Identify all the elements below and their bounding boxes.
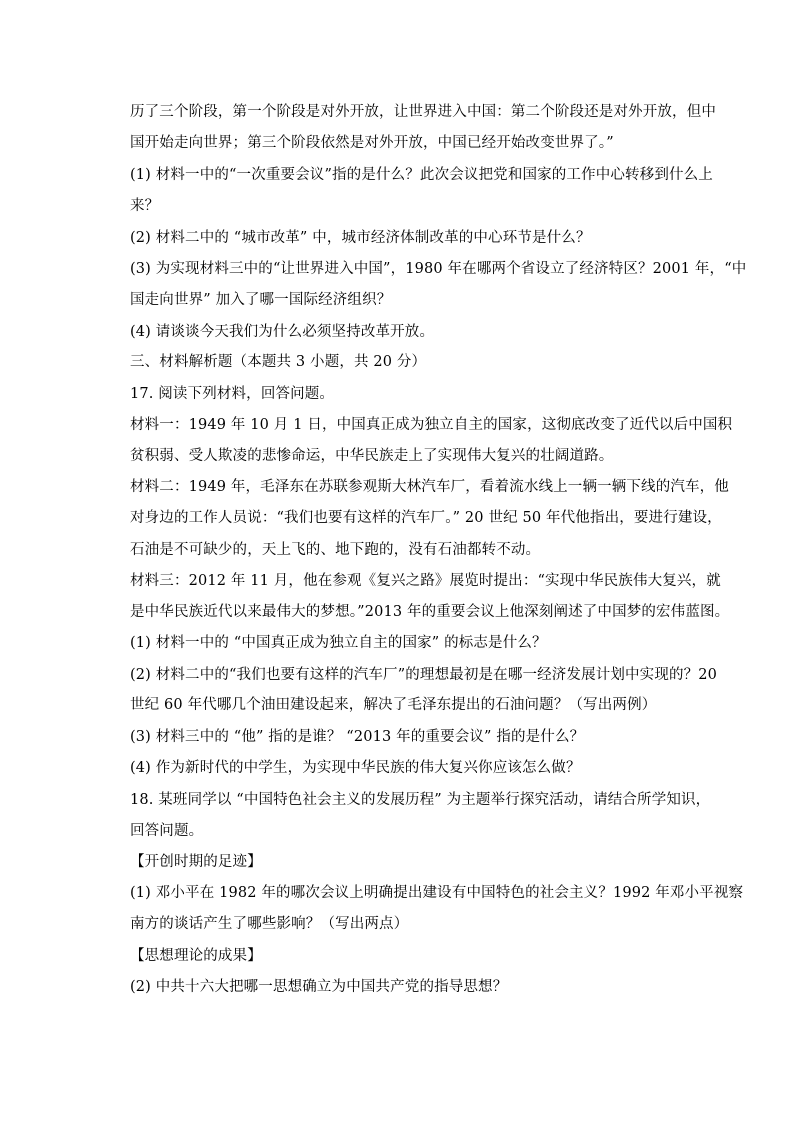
q17-sub-2-line-2: 世纪 60 年代哪几个油田建设起来，解决了毛泽东提出的石油问题？（写出两例）: [130, 697, 657, 713]
text-line-1: 历了三个阶段，第一个阶段是对外开放，让世界进入中国：第二个阶段还是对外开放，但中: [130, 104, 716, 120]
q18-sub-1-line-1: (1) 邓小平在 1982 年的哪次会议上明确提出建设有中国特色的社会主义？1992 年邓小平视察: [130, 885, 744, 901]
material-2-line-1: 材料二：1949 年，毛泽东在苏联参观斯大林汽车厂，看着流水线上一辆一辆下线的汽车，他: [130, 479, 729, 495]
question-1-line-2: 来？: [130, 198, 160, 214]
question-18-line-1: 18. 某班同学以 “中国特色社会主义的发展历程” 为主题举行探究活动，请结合所学知识，: [130, 792, 711, 808]
q17-sub-2-line-1: (2) 材料二中的“我们也要有这样的汽车厂”的理想最初是在哪一经济发展计划中实现的？20: [130, 667, 718, 683]
material-1-line-2: 贫积弱、受人欺凌的悲惨命运，中华民族走上了实现伟大复兴的壮阔道路。: [130, 448, 614, 464]
question-17-heading: 17. 阅读下列材料，回答问题。: [130, 386, 335, 402]
q17-sub-1: (1) 材料一中的 “中国真正成为独立自主的国家” 的标志是什么？: [130, 635, 547, 651]
question-4: (4) 请谈谈今天我们为什么必须坚持改革开放。: [130, 324, 435, 340]
material-2-line-3: 石油是不可缺少的，天上飞的、地下跑的，没有石油都转不动。: [130, 542, 541, 558]
question-3-line-2: 国走向世界” 加入了哪一国际经济组织？: [130, 292, 392, 308]
q18-sub-1-line-2: 南方的谈话产生了哪些影响？（写出两点）: [130, 916, 409, 932]
question-3-line-1: (3) 为实现材料三中的“让世界进入中国”，1980 年在哪两个省设立了经济特区？2001 年，“中: [130, 261, 747, 277]
material-2-line-2: 对身边的工作人员说：“我们也要有这样的汽车厂。” 20 世纪 50 年代他指出，要进行建设，: [130, 510, 722, 526]
material-1-line-1: 材料一：1949 年 10 月 1 日，中国真正成为独立自主的国家，这彻底改变了近代以后中国积: [130, 417, 733, 433]
section-heading: 三、材料解析题（本题共 3 小题，共 20 分）: [130, 354, 427, 370]
q17-sub-4: (4) 作为新时代的中学生，为实现中华民族的伟大复兴你应该怎么做？: [130, 760, 581, 776]
subsection-heading-2: 【思想理论的成果】: [130, 948, 262, 964]
subsection-heading-1: 【开创时期的足迹】: [130, 854, 262, 870]
question-2: (2) 材料二中的 “城市改革” 中，城市经济体制改革的中心环节是什么？: [130, 230, 591, 246]
material-3-line-2: 是中华民族近代以来最伟大的梦想。”2013 年的重要会议上他深刻阐述了中国梦的宏伟蓝图。: [130, 604, 730, 620]
q18-sub-2: (2) 中共十六大把哪一思想确立为中国共产党的指导思想？: [130, 979, 508, 995]
q17-sub-3: (3) 材料三中的 “他” 指的是谁？ “2013 年的重要会议” 指的是什么？: [130, 729, 585, 745]
question-1-line-1: (1) 材料一中的“一次重要会议”指的是什么？此次会议把党和国家的工作中心转移到什么上: [130, 167, 713, 183]
text-line-2: 国开始走向世界；第三个阶段依然是对外开放，中国已经开始改变世界了。”: [130, 135, 614, 151]
material-3-line-1: 材料三：2012 年 11 月，他在参观《复兴之路》展览时提出：“实现中华民族伟大复兴，就: [130, 573, 721, 589]
question-18-line-2: 回答问题。: [130, 823, 204, 839]
